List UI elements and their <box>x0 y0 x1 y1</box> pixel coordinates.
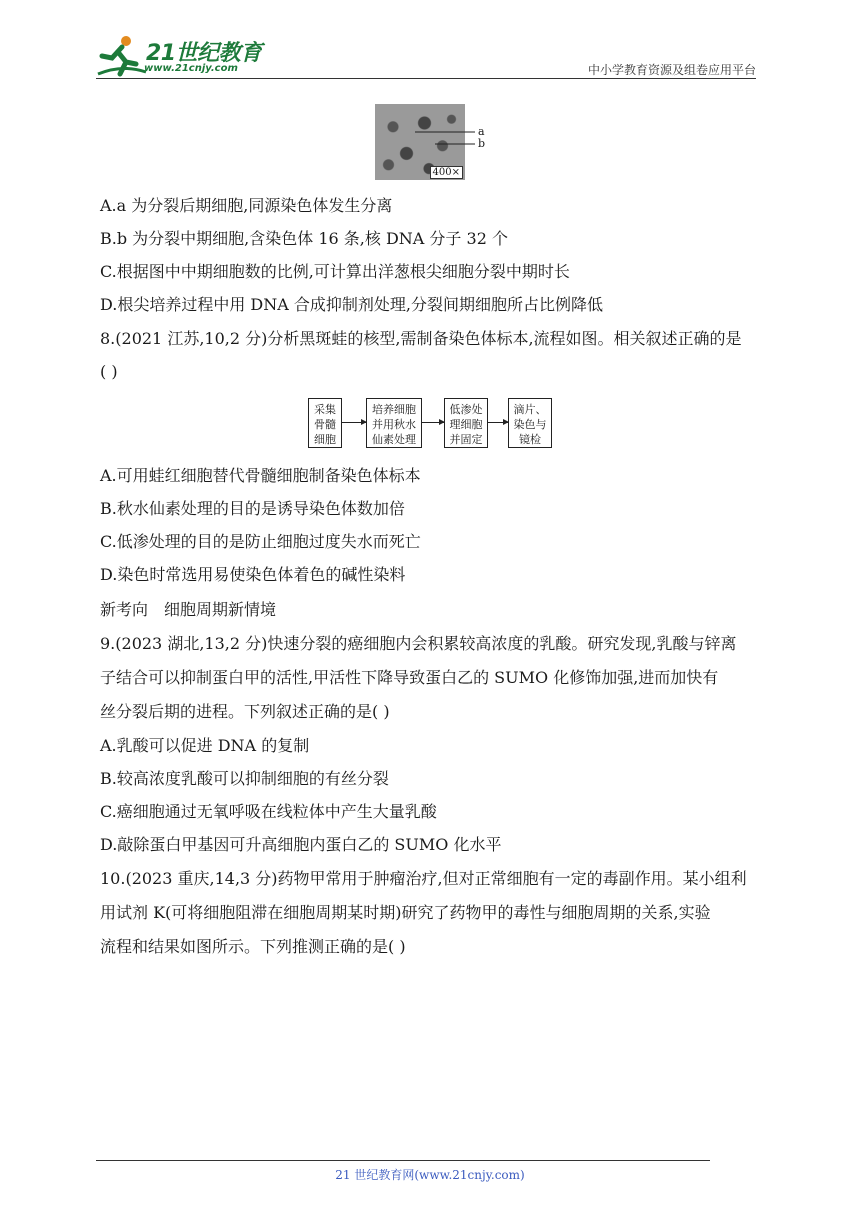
q7-option-a: A.a 为分裂后期细胞,同源染色体发生分离 <box>100 196 393 215</box>
q9-option-a: A.乳酸可以促进 DNA 的复制 <box>100 736 310 755</box>
runner-icon <box>96 34 148 80</box>
magnification-label: 400× <box>430 166 463 179</box>
q8-option-c: C.低渗处理的目的是防止细胞过度失水而死亡 <box>100 532 421 551</box>
figure-pointer-lines <box>415 125 475 155</box>
flow-arrow <box>342 422 366 423</box>
q8-stem: 8.(2021 江苏,10,2 分)分析黑斑蛙的核型,需制备染色体标本,流程如图。相关叙述正确的是 <box>100 329 742 348</box>
q10-stem-line: 10.(2023 重庆,14,3 分)药物甲常用于肿瘤治疗,但对正常细胞有一定的毒副作用。某小组利 <box>100 869 747 888</box>
section-title: 新考向 细胞周期新情境 <box>100 600 277 619</box>
q10-stem-line: 用试剂 K(可将细胞阻滞在细胞周期某时期)研究了药物甲的毒性与细胞周期的关系,实验 <box>100 903 711 922</box>
footer-divider <box>96 1160 710 1161</box>
flow-arrow <box>488 422 508 423</box>
footer-site-link[interactable]: 21 世纪教育网(www.21cnjy.com) <box>335 1168 525 1182</box>
q7-option-b: B.b 为分裂中期细胞,含染色体 16 条,核 DNA 分子 32 个 <box>100 229 508 248</box>
flow-step-1: 采集 骨髓 细胞 <box>308 398 342 448</box>
q9-option-c: C.癌细胞通过无氧呼吸在线粒体中产生大量乳酸 <box>100 802 437 821</box>
q8-option-a: A.可用蛙红细胞替代骨髓细胞制备染色体标本 <box>100 466 421 485</box>
q9-option-b: B.较高浓度乳酸可以抑制细胞的有丝分裂 <box>100 769 389 788</box>
header-divider <box>96 78 756 79</box>
q8-option-d: D.染色时常选用易使染色体着色的碱性染料 <box>100 565 406 584</box>
q7-option-d: D.根尖培养过程中用 DNA 合成抑制剂处理,分裂间期细胞所占比例降低 <box>100 295 603 314</box>
q8-answer-blank: ( ) <box>100 362 118 381</box>
flow-step-2: 培养细胞 并用秋水 仙素处理 <box>366 398 422 448</box>
flow-arrow <box>422 422 444 423</box>
q8-option-b: B.秋水仙素处理的目的是诱导染色体数加倍 <box>100 499 405 518</box>
q9-stem-line: 丝分裂后期的进程。下列叙述正确的是( ) <box>100 702 390 721</box>
q9-stem-line: 子结合可以抑制蛋白甲的活性,甲活性下降导致蛋白乙的 SUMO 化修饰加强,进而加快有 <box>100 668 719 687</box>
logo-text: 21世纪教育 <box>146 41 262 66</box>
logo-url: www.21cnjy.com <box>144 63 238 74</box>
q9-option-d: D.敲除蛋白甲基因可升高细胞内蛋白乙的 SUMO 化水平 <box>100 835 502 854</box>
site-logo <box>96 34 262 80</box>
flow-step-3: 低渗处 理细胞 并固定 <box>444 398 488 448</box>
q7-option-c: C.根据图中中期细胞数的比例,可计算出洋葱根尖细胞分裂中期时长 <box>100 262 570 281</box>
figure-label-a: a <box>478 125 485 138</box>
platform-name: 中小学教育资源及组卷应用平台 <box>587 63 756 77</box>
flow-step-4: 滴片、 染色与 镜检 <box>508 398 552 448</box>
figure-label-b: b <box>478 137 486 150</box>
q10-stem-line: 流程和结果如图所示。下列推测正确的是( ) <box>100 937 406 956</box>
q9-stem-line: 9.(2023 湖北,13,2 分)快速分裂的癌细胞内会积累较高浓度的乳酸。研究发现,乳酸与锌离 <box>100 634 737 653</box>
